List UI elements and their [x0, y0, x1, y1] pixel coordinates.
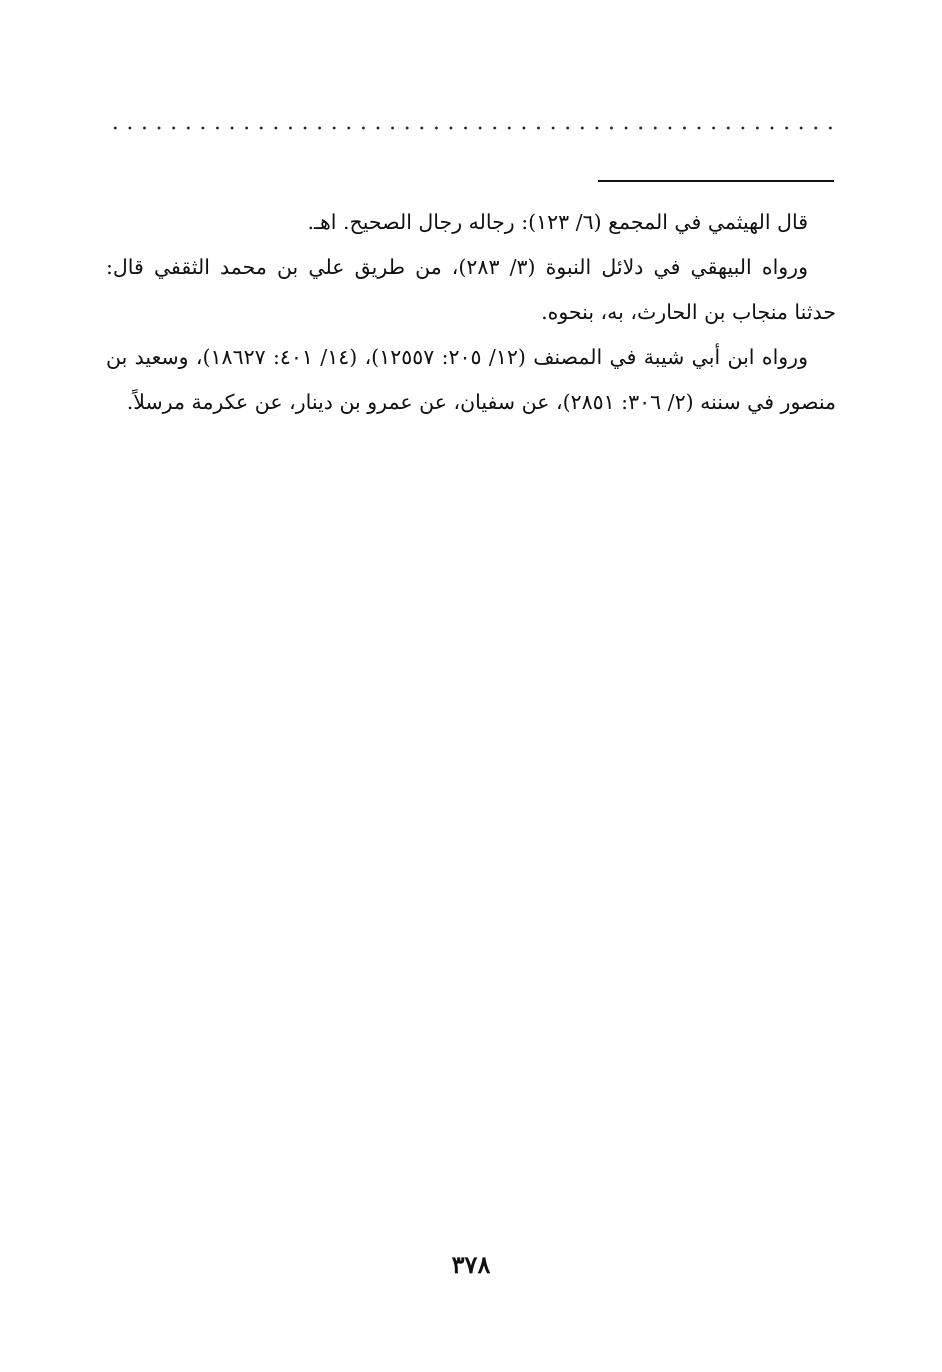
footnote-rule — [598, 180, 834, 182]
page-number: ٣٧٨ — [451, 1250, 491, 1279]
footnote-paragraph: قال الهيثمي في المجمع (٦/ ١٢٣): رجاله رجال الصحيح. اهـ. — [307, 210, 808, 234]
footnote-paragraph: ورواه البيهقي في دلائل النبوة (٣/ ٢٨٣)، من طريق علي بن محمد الثقفي قال: حدثنا منجاب بن الحارث، به، بنحوه. — [106, 255, 836, 324]
footnotes-block — [106, 200, 836, 425]
dotted-separator — [108, 122, 838, 134]
footnote-paragraph: ورواه ابن أبي شيبة في المصنف (١٢/ ٢٠٥: ١٢٥٥٧)، (١٤/ ٤٠١: ١٨٦٢٧)، وسعيد بن منصور في سننه (٢/ ٣٠٦: ٢٨٥١)، عن سفيان، عن عمرو بن دينار، عن عكرمة مرسلاً. — [106, 345, 836, 414]
